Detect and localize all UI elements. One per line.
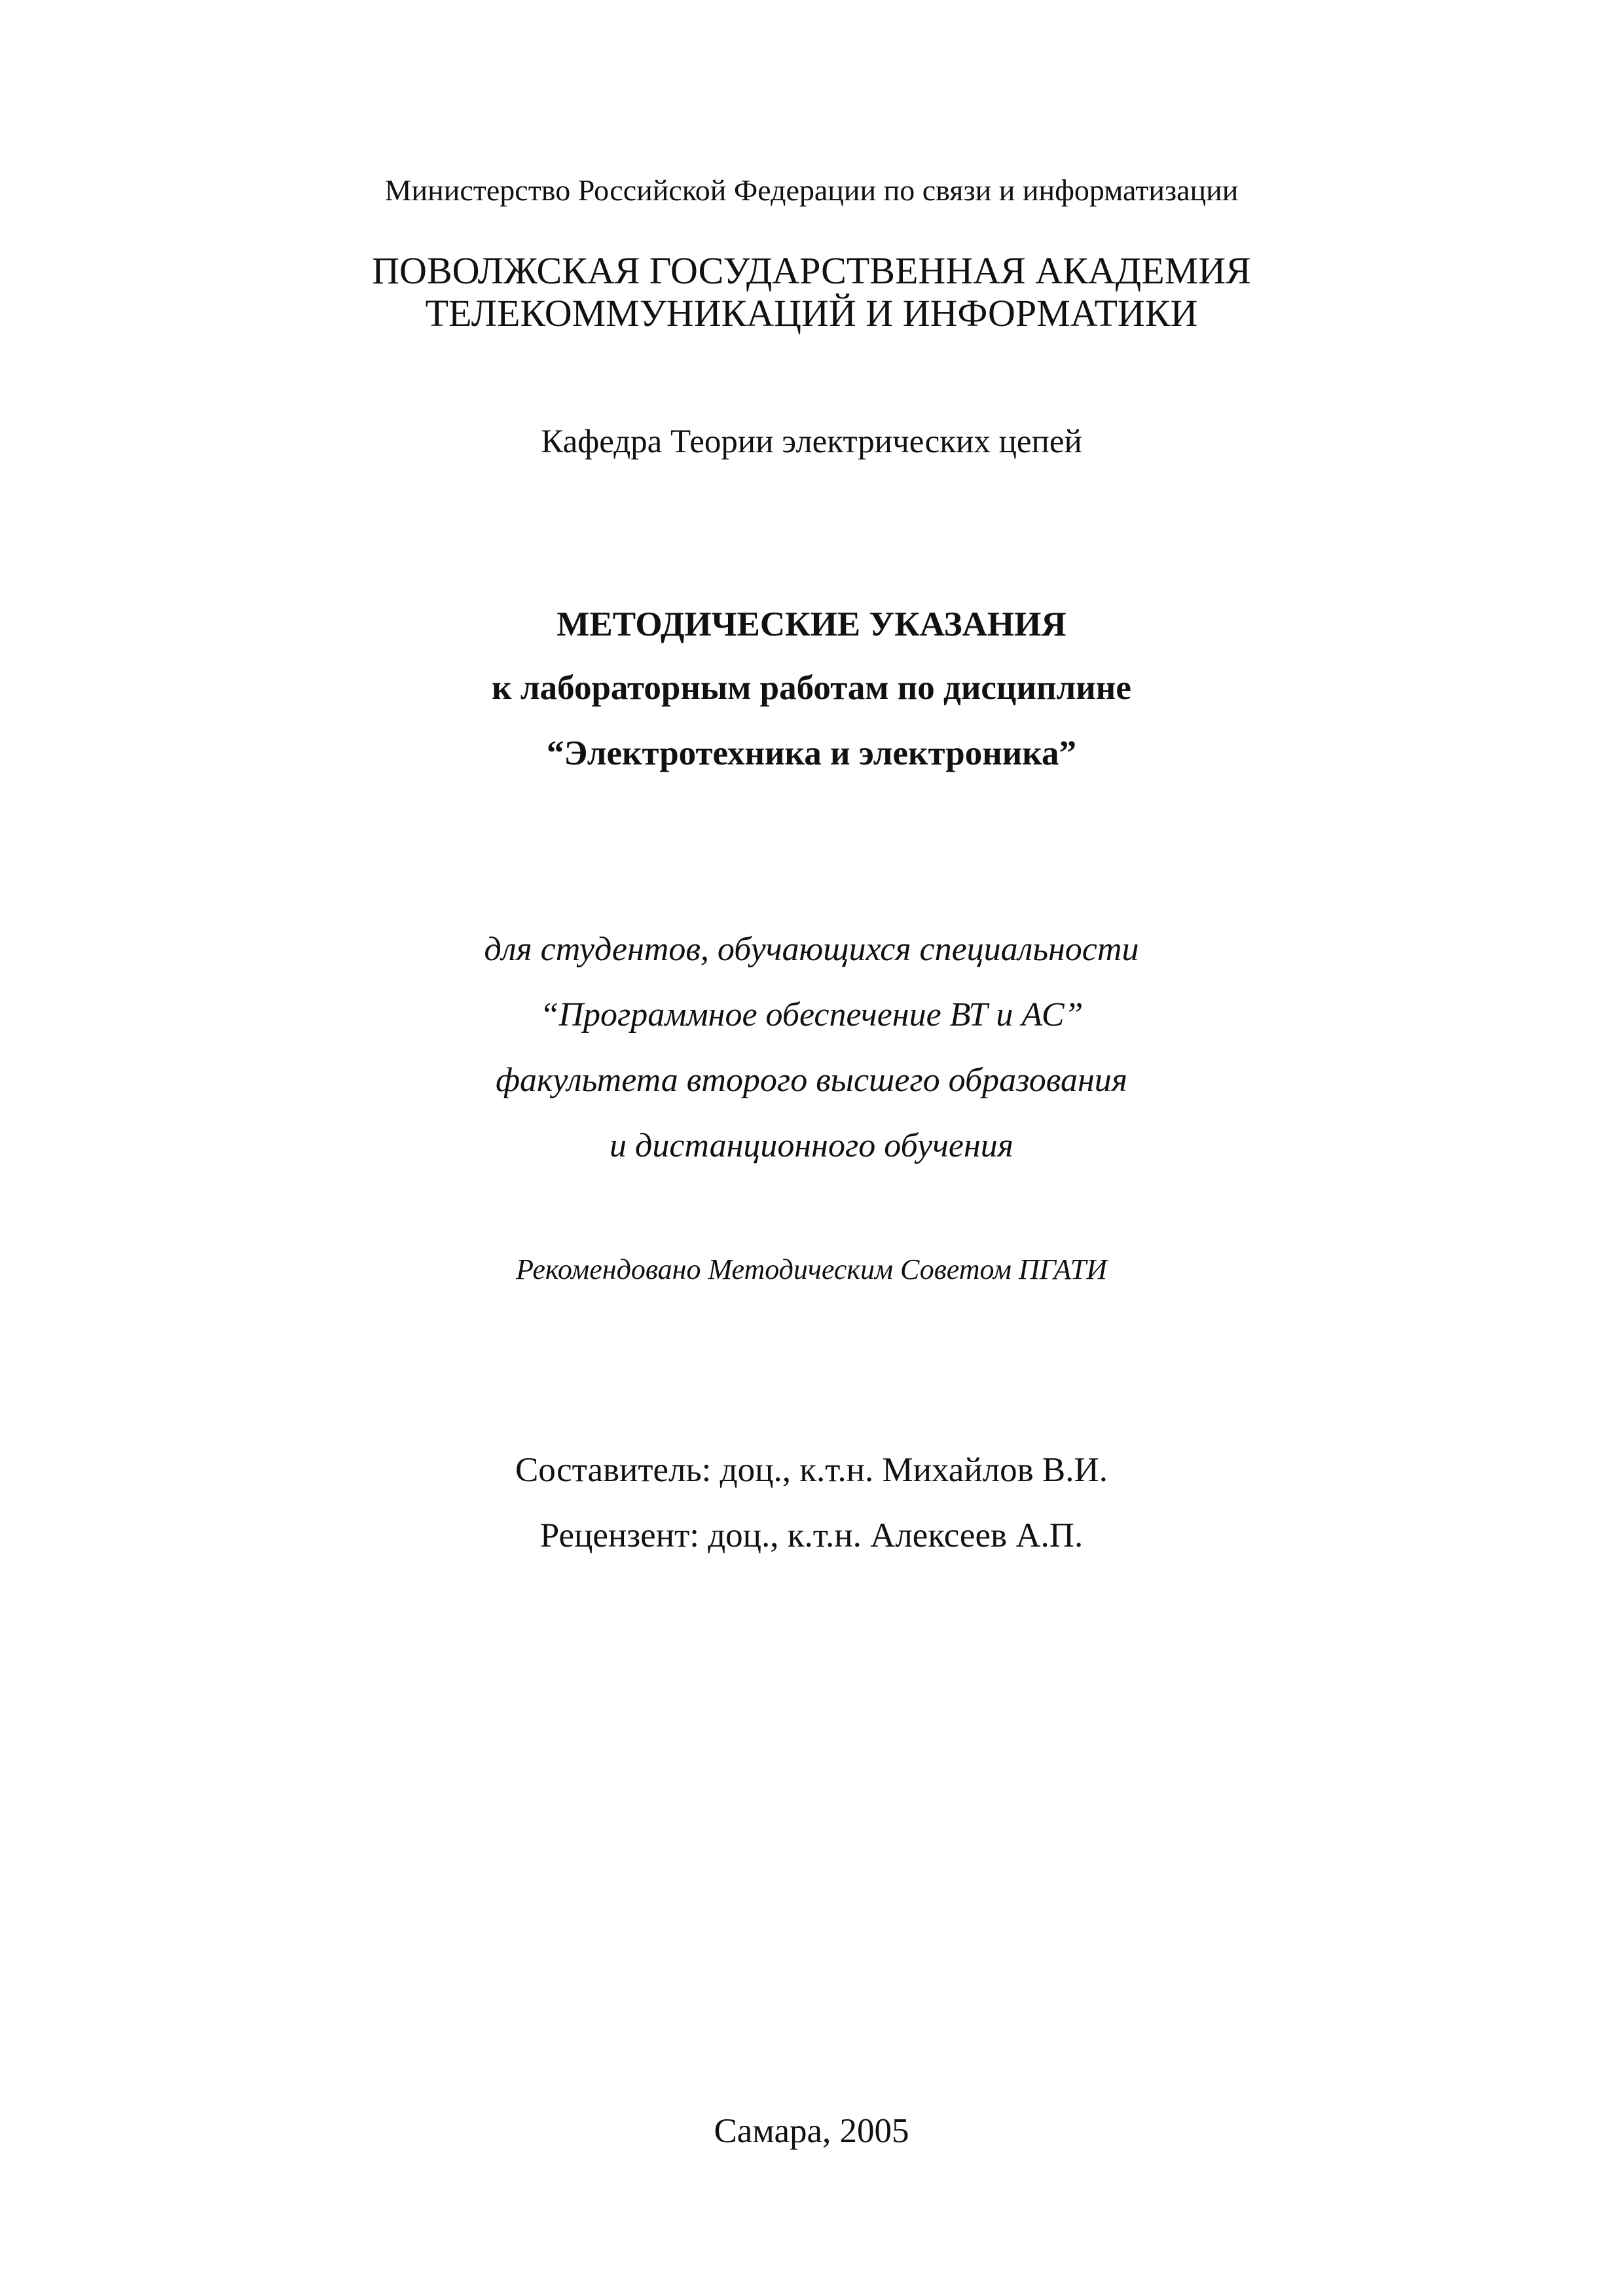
- audience-line-1: для студентов, обучающихся специальности: [484, 931, 1139, 968]
- reviewer-line: Рецензент: доц., к.т.н. Алексеев А.П.: [539, 1516, 1084, 1554]
- city-year-line: Самара, 2005: [714, 2112, 909, 2150]
- audience-line-3: факультета второго высшего образования: [496, 1062, 1127, 1099]
- document-title: МЕТОДИЧЕСКИЕ УКАЗАНИЯ: [556, 605, 1067, 643]
- compiler-line: Составитель: доц., к.т.н. Михайлов В.И.: [515, 1451, 1108, 1489]
- audience-line-4: и дистанционного обучения: [610, 1127, 1013, 1164]
- recommendation-line: Рекомендовано Методическим Советом ПГАТИ: [516, 1253, 1107, 1285]
- audience-line-2: “Программное обеспечение ВТ и АС”: [539, 996, 1084, 1033]
- document-subtitle: к лабораторным работам по дисциплине: [492, 669, 1131, 707]
- discipline-name: “Электротехника и электроника”: [546, 734, 1077, 772]
- academy-name-line-2: ТЕЛЕКОММУНИКАЦИЙ И ИНФОРМАТИКИ: [425, 292, 1198, 334]
- department-line: Кафедра Теории электрических цепей: [541, 423, 1082, 460]
- academy-name-line-1: ПОВОЛЖСКАЯ ГОСУДАРСТВЕННАЯ АКАДЕМИЯ: [372, 249, 1251, 292]
- ministry-line: Министерство Российской Федерации по связи и информатизации: [384, 173, 1239, 207]
